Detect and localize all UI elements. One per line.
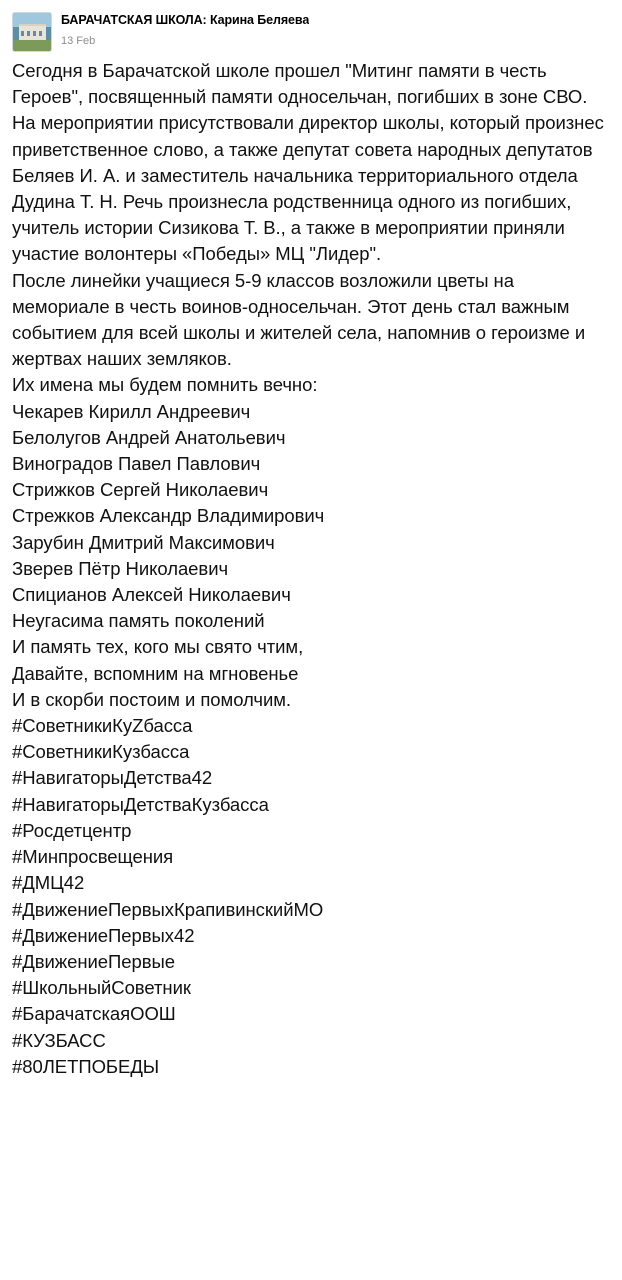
list-item: Чекарев Кирилл Андреевич	[12, 400, 251, 422]
poem-line: И в скорби постоим и помолчим.	[12, 688, 292, 710]
post-body	[12, 58, 610, 1084]
hashtag[interactable]: #НавигаторыДетства42	[12, 767, 213, 789]
list-item: Зарубин Дмитрий Максимович	[12, 531, 275, 553]
list-item: Стрежков Александр Владимирович	[12, 505, 325, 527]
list-item: Белолугов Андрей Анатольевич	[12, 426, 286, 448]
hashtag[interactable]: #КУЗБАСС	[12, 1029, 106, 1051]
avatar-windows	[21, 31, 44, 36]
post-header-text	[61, 12, 309, 48]
hashtag[interactable]: #ДвижениеПервых42	[12, 924, 195, 946]
hashtag[interactable]: #ДвижениеПервыхКрапивинскийМО	[12, 898, 324, 920]
list-item: Стрижков Сергей Николаевич	[12, 479, 269, 501]
hashtag[interactable]: #СоветникиКузбасса	[12, 741, 190, 763]
list-item: Зверев Пётр Николаевич	[12, 557, 229, 579]
avatar-ground	[13, 40, 51, 51]
list-item: Виноградов Павел Павлович	[12, 453, 261, 475]
post-date: 13 Feb	[61, 35, 96, 47]
hashtag[interactable]: #ДМЦ42	[12, 872, 85, 894]
hashtag[interactable]: #Минпросвещения	[12, 846, 174, 868]
poem-line: Неугасима память поколений	[12, 610, 265, 632]
hashtag[interactable]: #80ЛЕТПОБЕДЫ	[12, 1055, 160, 1077]
list-item: Спицианов Алексей Николаевич	[12, 584, 291, 606]
post-bottom-spacer	[12, 1084, 610, 1092]
hashtag[interactable]: #НавигаторыДетстваКузбасса	[12, 793, 269, 815]
channel-name[interactable]: БАРАЧАТСКАЯ ШКОЛА: Карина Беляева	[61, 13, 310, 27]
post-header	[12, 10, 610, 58]
poem-line: Давайте, вспомним на мгновенье	[12, 662, 299, 684]
hashtag[interactable]: #СоветникиКуZбасса	[12, 715, 193, 737]
hashtag[interactable]: #ДвижениеПервые	[12, 950, 176, 972]
hashtag[interactable]: #ШкольныйСоветник	[12, 977, 191, 999]
post-paragraph: Сегодня в Барачатской школе прошел "Митинг памяти в честь Героев", посвященный памяти односельчан, погибших в зоне СВО. На мероприятии присутствовали директор школы, который произнес приветственное слово, а также депутат совета народных депутатов Беляев И. А. и заместитель начальника территориального отдела Дудина Т. Н. Речь произнесла родственница одного из погибших, учитель истории Сизикова Т. В., а также в мероприятии приняли участие волонтеры «Победы» МЦ "Лидер".	[12, 60, 604, 265]
avatar[interactable]	[12, 12, 52, 52]
names-intro: Их имена мы будем помнить вечно:	[12, 374, 318, 396]
hashtag[interactable]: #БарачатскаяООШ	[12, 1003, 176, 1025]
poem-line: И память тех, кого мы свято чтим,	[12, 636, 304, 658]
hashtag[interactable]: #Росдетцентр	[12, 819, 132, 841]
post-paragraph: После линейки учащиеся 5-9 классов возложили цветы на мемориале в честь воинов-односельчан. Этот день стал важным событием для всей школы и жителей села, напомнив о героизме и жертвах наших земляков.	[12, 269, 586, 370]
